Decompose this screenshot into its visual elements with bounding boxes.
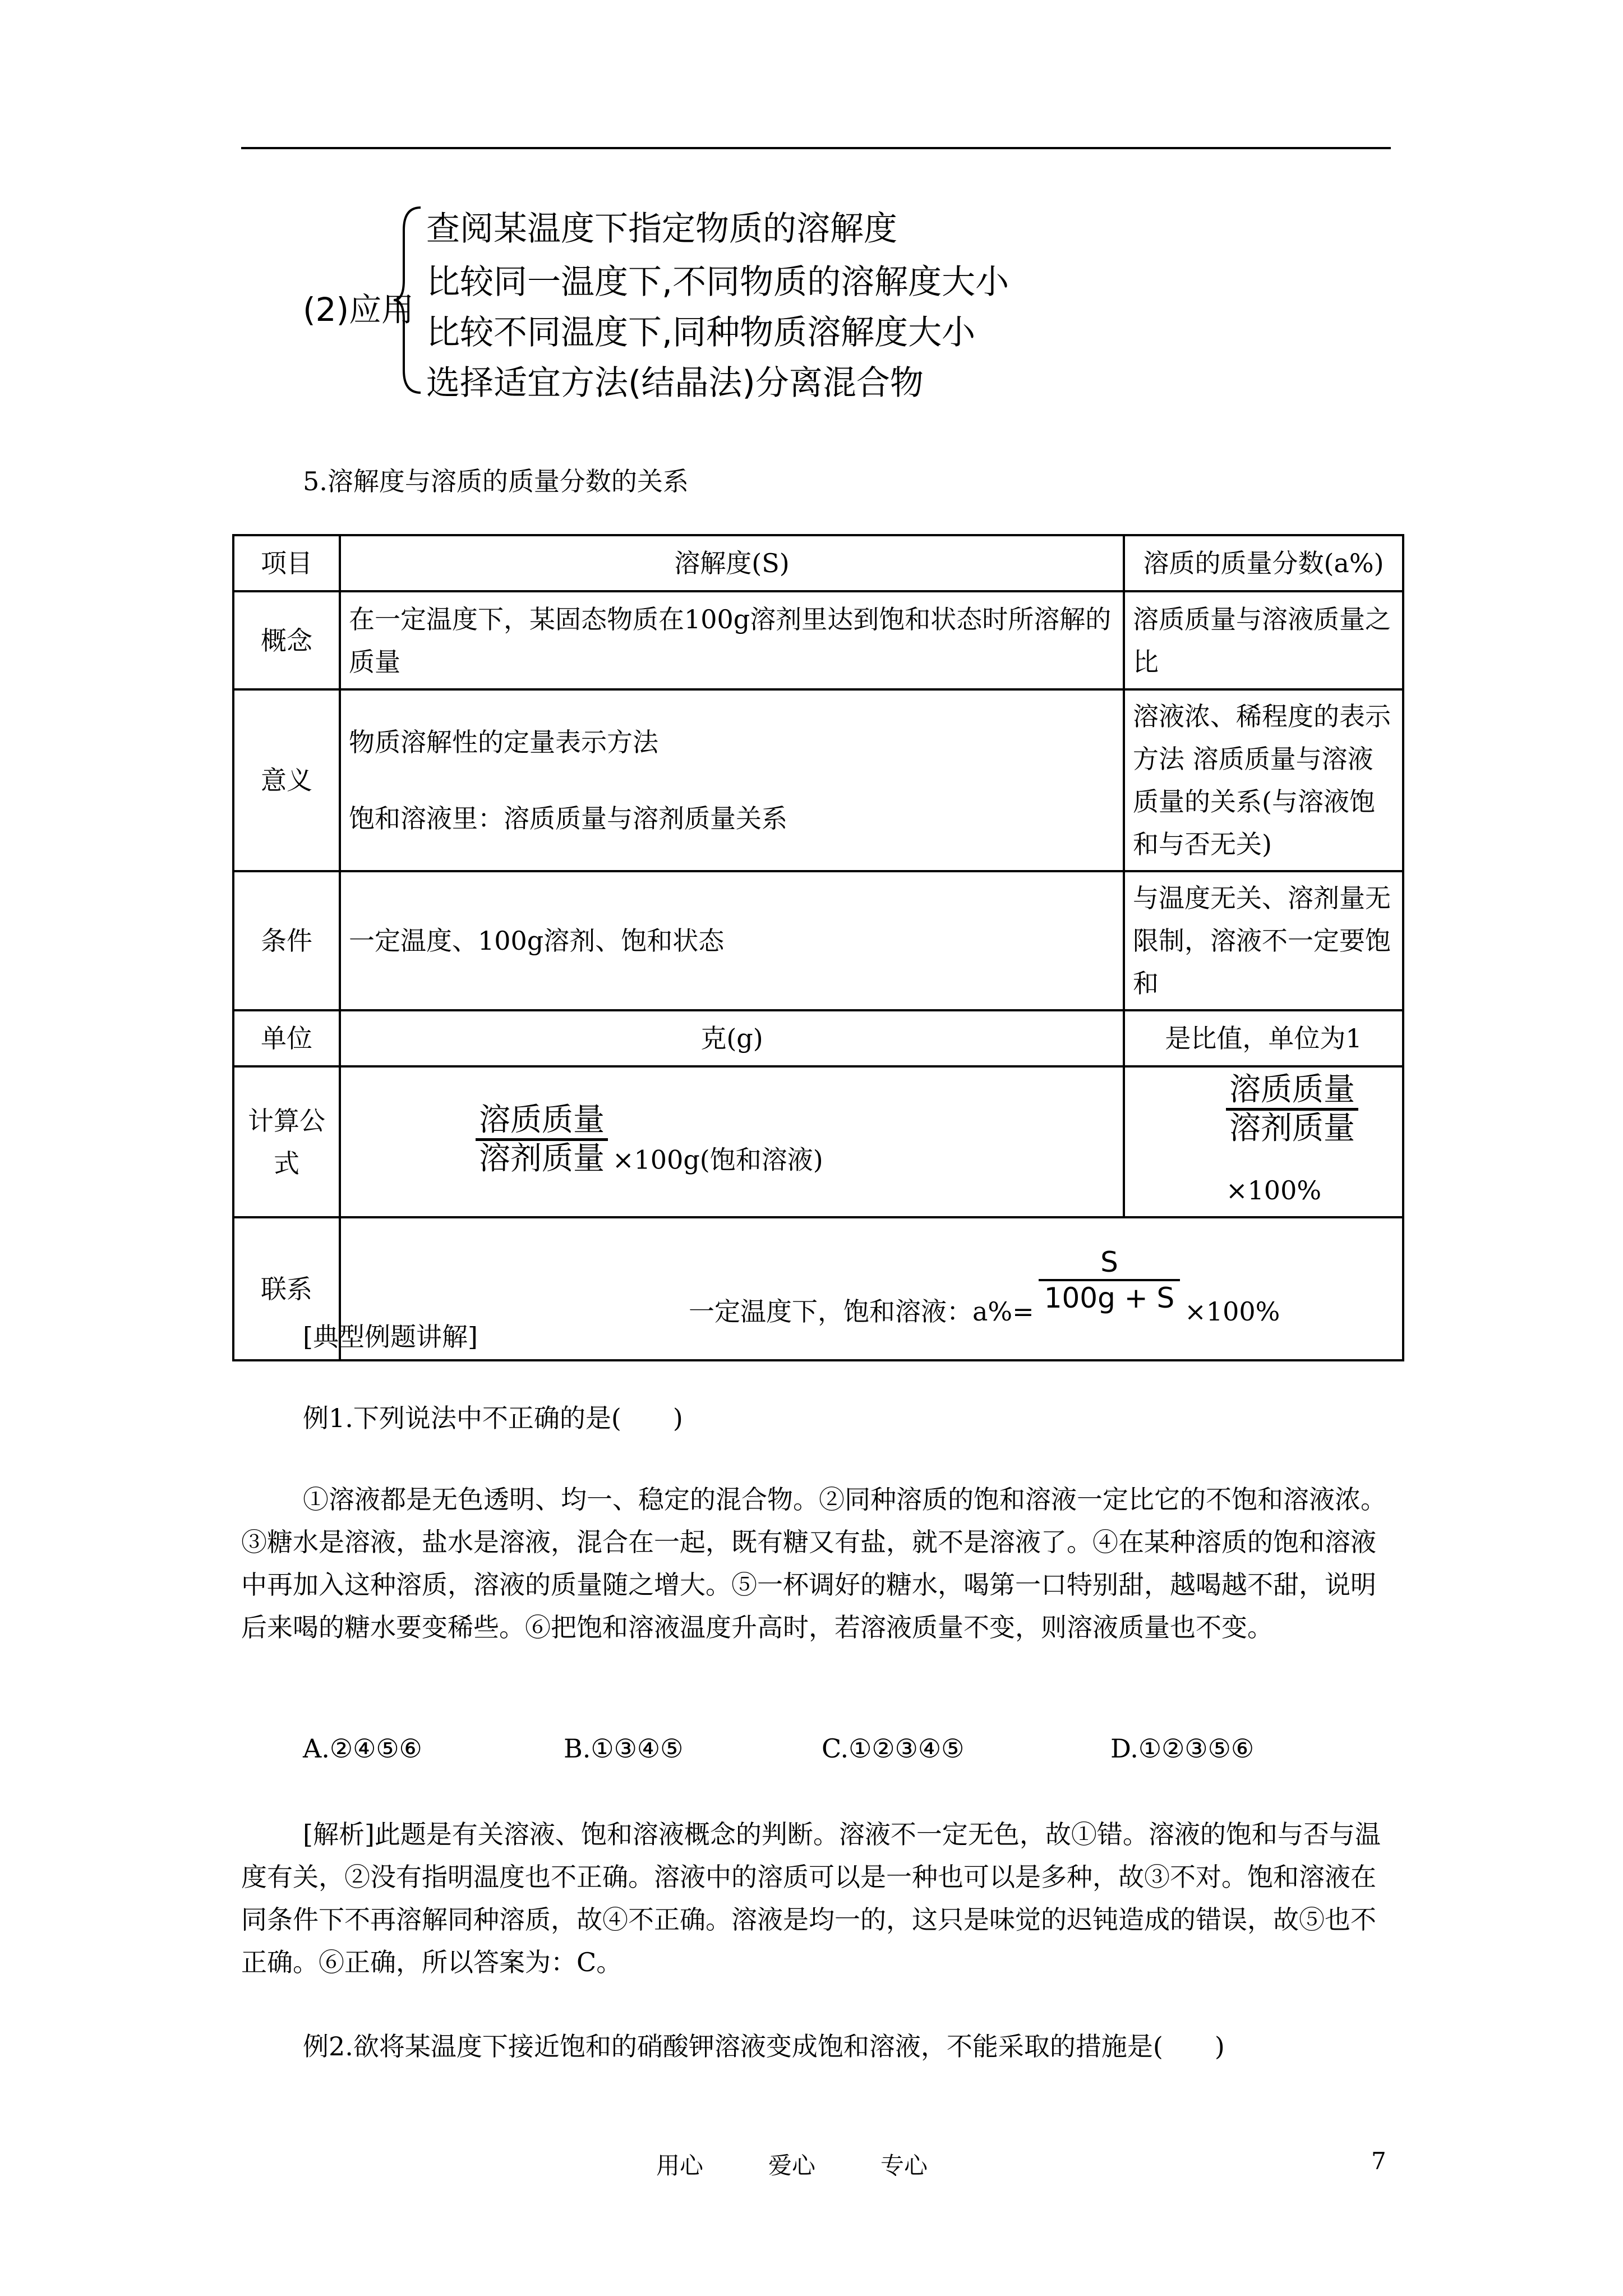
table-row — [233, 871, 1403, 1010]
option-b: B.①③④⑤ — [564, 1733, 684, 1764]
fraction — [476, 1102, 608, 1177]
fraction-numerator: 溶质质量 — [1226, 1072, 1358, 1111]
fraction — [1039, 1245, 1181, 1315]
application-item: 比较同一温度下,不同物质的溶解度大小 — [426, 263, 1009, 302]
mass-fraction-cell: 溶液浓、稀程度的表示方法 溶质质量与溶液质量的关系(与溶液饱和与否无关) — [1124, 689, 1403, 871]
fraction-denominator: 溶剂质量 — [1229, 1110, 1355, 1147]
table-row — [233, 591, 1403, 689]
fraction — [1226, 1072, 1358, 1147]
row-label: 计算公式 — [233, 1066, 340, 1217]
header-cell: 溶质的质量分数(a%) — [1124, 535, 1403, 591]
table-row — [233, 689, 1403, 871]
solubility-cell: 在一定温度下，某固态物质在100g溶剂里达到饱和状态时所溶解的质量 — [340, 591, 1124, 689]
solubility-cell — [340, 689, 1124, 871]
solubility-cell: 克(g) — [340, 1010, 1124, 1066]
fraction-denominator: 100g + S — [1044, 1281, 1175, 1314]
row-label: 条件 — [233, 871, 340, 1010]
header-cell: 溶解度(S) — [340, 535, 1124, 591]
solubility-formula — [340, 1066, 1124, 1217]
example1-analysis: [解析]此题是有关溶液、饱和溶液概念的判断。溶液不一定无色，故①错。溶液的饱和与否与温度有关，②没有指明温度也不正确。溶液中的溶质可以是一种也可以是多种，故③不对。饱和溶液在同条件下不再溶解同种溶质，故④不正确。溶液是均一的，这只是味觉的迟钝造成的错误，故⑤也不正确。⑥正确，所以答案为：C。 — [241, 1819, 1381, 1977]
row-label: 单位 — [233, 1010, 340, 1066]
header-rule — [241, 147, 1391, 149]
meaning-line: 物质溶解性的定量表示方法 — [349, 727, 658, 757]
option-c: C.①②③④⑤ — [822, 1733, 965, 1764]
examples-heading: [典型例题讲解] — [303, 1322, 478, 1352]
mass-fraction-cell: 是比值，单位为1 — [1124, 1010, 1403, 1066]
example2-question: 例2.欲将某温度下接近饱和的硝酸钾溶液变成饱和溶液，不能采取的措施是( ) — [303, 2031, 1225, 2062]
mass-fraction-cell: 溶质质量与溶液质量之比 — [1124, 591, 1403, 689]
application-item: 查阅某温度下指定物质的溶解度 — [426, 209, 897, 249]
option-d: D.①②③⑤⑥ — [1110, 1733, 1255, 1764]
row-label: 意义 — [233, 689, 340, 871]
relation-prefix: 一定温度下，饱和溶液：a%= — [689, 1296, 1034, 1327]
row-label: 概念 — [233, 591, 340, 689]
application-item: 选择适宜方法(结晶法)分离混合物 — [426, 364, 924, 403]
mass-fraction-formula — [1124, 1066, 1403, 1217]
formula-suffix: ×100g(饱和溶液) — [612, 1144, 823, 1175]
footer-slogan: 用心 — [656, 2152, 704, 2179]
table-header-row — [233, 535, 1403, 591]
application-label: (2)应用 — [303, 291, 414, 329]
formula-suffix: ×100% — [1226, 1175, 1322, 1205]
mass-fraction-cell: 与温度无关、溶剂量无限制，溶液不一定要饱和 — [1124, 871, 1403, 1010]
footer-slogan: 爱心 — [768, 2152, 816, 2179]
application-item: 比较不同温度下,同种物质溶解度大小 — [426, 313, 976, 352]
fraction-denominator: 溶剂质量 — [479, 1140, 605, 1177]
header-cell: 项目 — [233, 535, 340, 591]
example1-question: 例1.下列说法中不正确的是( ) — [303, 1403, 683, 1433]
solubility-comparison-table — [232, 534, 1404, 1361]
solubility-cell: 一定温度、100g溶剂、饱和状态 — [340, 871, 1124, 1010]
option-a: A.②④⑤⑥ — [303, 1733, 422, 1764]
left-brace-icon — [393, 196, 426, 404]
table-row — [233, 1010, 1403, 1066]
relation-suffix: ×100% — [1184, 1296, 1280, 1327]
page-number: 7 — [1371, 2147, 1386, 2175]
row-label: 联系 — [233, 1217, 340, 1360]
table-row — [233, 1066, 1403, 1217]
example1-body: ①溶液都是无色透明、均一、稳定的混合物。②同种溶质的饱和溶液一定比它的不饱和溶液浓。③糖水是溶液，盐水是溶液，混合在一起，既有糖又有盐，就不是溶液了。④在某种溶质的饱和溶液中再加入这种溶质，溶液的质量随之增大。⑤一杯调好的糖水，喝第一口特别甜，越喝越不甜，说明后来喝的糖水要变稀些。⑥把饱和溶液温度升高时，若溶液质量不变，则溶液质量也不变。 — [241, 1484, 1386, 1642]
fraction-numerator: S — [1039, 1245, 1181, 1281]
section-title: 5.溶解度与溶质的质量分数的关系 — [303, 466, 689, 496]
fraction-numerator: 溶质质量 — [476, 1102, 608, 1141]
footer-slogan: 专心 — [880, 2152, 928, 2179]
meaning-line: 饱和溶液里：溶质质量与溶剂质量关系 — [349, 803, 787, 834]
